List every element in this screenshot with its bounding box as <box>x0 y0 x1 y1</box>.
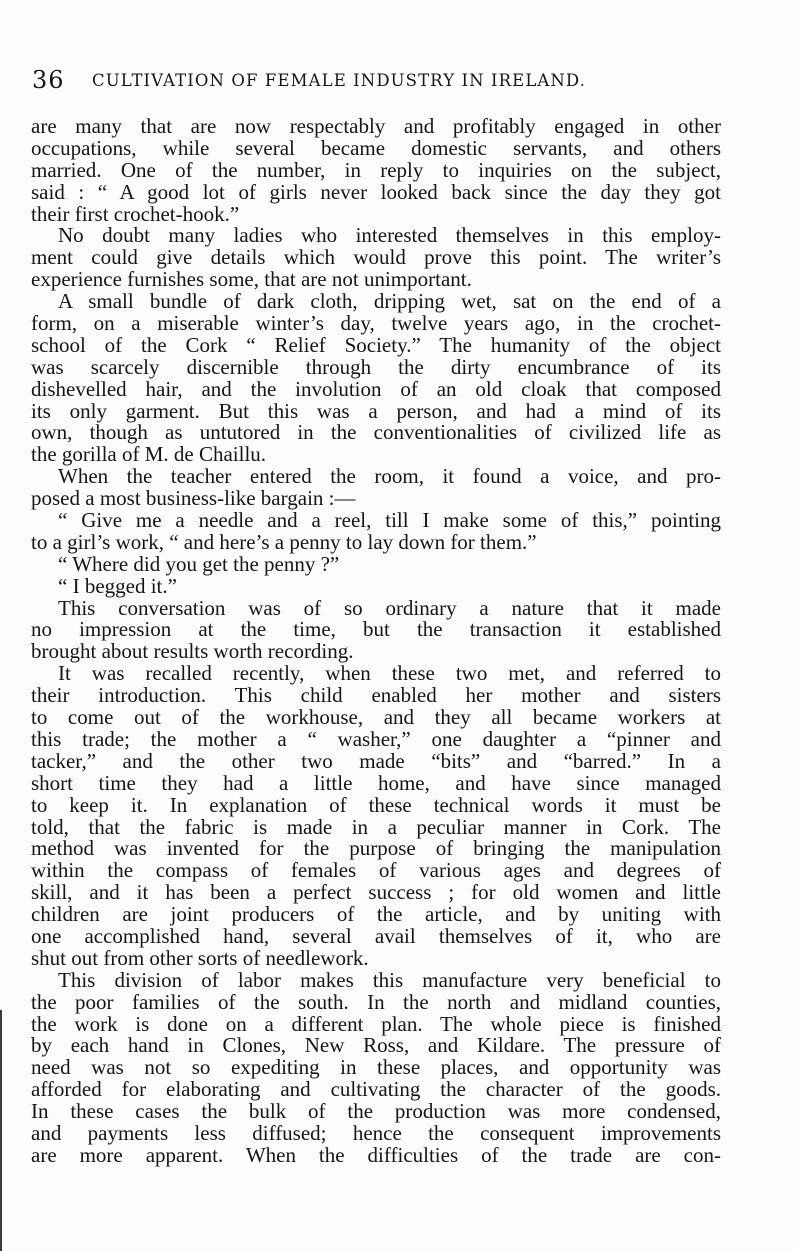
text-line: the poor families of the south. In the north and midland counties, <box>31 989 721 1014</box>
text-line: No doubt many ladies who interested themselves in this employ- <box>58 223 721 248</box>
text-line: “ I begged it.” <box>58 573 177 598</box>
text-line: experience furnishes some, that are not unimportant. <box>31 267 472 292</box>
text-line: are more apparent. When the difficulties of the trade are con- <box>31 1142 721 1167</box>
text-line: “ Give me a needle and a reel, till I make some of this,” pointing <box>58 508 721 533</box>
text-line: own, though as untutored in the conventionalities of civilized life as <box>31 420 721 445</box>
text-line: ment could give details which would prove this point. The writer’s <box>31 245 721 270</box>
text-line: and payments less diffused; hence the consequent improvements <box>31 1120 721 1145</box>
text-line: by each hand in Clones, New Ross, and Kildare. The pressure of <box>31 1033 721 1058</box>
text-line: This conversation was of so ordinary a nature that it made <box>58 595 721 620</box>
text-line: its only garment. But this was a person, and had a mind of its <box>31 398 721 423</box>
text-line: “ Where did you get the penny ?” <box>58 551 340 576</box>
text-line: tacker,” and the other two made “bits” and “barred.” In a <box>31 748 721 773</box>
text-line: to keep it. In explanation of these technical words it must be <box>31 792 721 817</box>
text-line: occupations, while several became domestic servants, and others <box>31 135 721 160</box>
text-line: children are joint producers of the article, and by uniting with <box>31 902 721 927</box>
text-line: need was not so expediting in these places, and opportunity was <box>31 1055 721 1080</box>
text-line: short time they had a little home, and have since managed <box>31 770 721 795</box>
text-line: to a girl’s work, “ and here’s a penny to lay down for them.” <box>31 529 537 554</box>
text-line: are many that are now respectably and profitably engaged in other <box>31 114 721 138</box>
text-line: brought about results worth recording. <box>31 639 354 664</box>
body-text <box>31 116 721 1167</box>
text-line: was scarcely discernible through the dirty encumbrance of its <box>31 354 721 379</box>
text-line: It was recalled recently, when these two met, and referred to <box>58 661 721 686</box>
text-line: dishevelled hair, and the involution of an old cloak that composed <box>31 376 721 401</box>
running-title: CULTIVATION OF FEMALE INDUSTRY IN IRELAND. <box>92 71 587 90</box>
text-line: this trade; the mother a “ washer,” one daughter a “pinner and <box>31 726 721 751</box>
text-line: posed a most business-like bargain :— <box>31 486 356 511</box>
text-line: shut out from other sorts of needlework. <box>31 945 369 970</box>
text-line: skill, and it has been a perfect success ; for old women and little <box>31 880 721 905</box>
text-line: method was invented for the purpose of bringing the manipulation <box>31 836 721 861</box>
text-line: school of the Cork “ Relief Society.” The humanity of the object <box>31 332 721 357</box>
text-line: said : “ A good lot of girls never looked back since the day they got <box>31 179 721 204</box>
text-line: the work is done on a different plan. The whole piece is finished <box>31 1011 721 1036</box>
text-line: This division of labor makes this manufacture very beneficial to <box>58 967 721 992</box>
text-line: their first crochet-hook.” <box>31 201 240 226</box>
text-line: When the teacher entered the room, it found a voice, and pro- <box>58 464 721 489</box>
margin-rule <box>0 1010 2 1251</box>
text-line: one accomplished hand, several avail themselves of it, who are <box>31 923 721 948</box>
text-line: afforded for elaborating and cultivating the character of the goods. <box>31 1077 721 1102</box>
page-number: 36 <box>32 66 65 94</box>
text-line: form, on a miserable winter’s day, twelve years ago, in the crochet- <box>31 311 721 336</box>
text-line: told, that the fabric is made in a peculiar manner in Cork. The <box>31 814 721 839</box>
text-line: within the compass of females of various ages and degrees of <box>31 858 721 883</box>
text-line: to come out of the workhouse, and they all became workers at <box>31 705 721 730</box>
text-line: married. One of the number, in reply to inquiries on the subject, <box>31 157 721 182</box>
text-line: the gorilla of M. de Chaillu. <box>31 442 267 467</box>
running-head <box>32 66 732 96</box>
text-line: In these cases the bulk of the production was more condensed, <box>31 1099 721 1124</box>
text-line: A small bundle of dark cloth, dripping wet, sat on the end of a <box>58 289 721 314</box>
text-line: no impression at the time, but the transaction it established <box>31 617 721 642</box>
text-line: their introduction. This child enabled her mother and sisters <box>31 683 721 708</box>
